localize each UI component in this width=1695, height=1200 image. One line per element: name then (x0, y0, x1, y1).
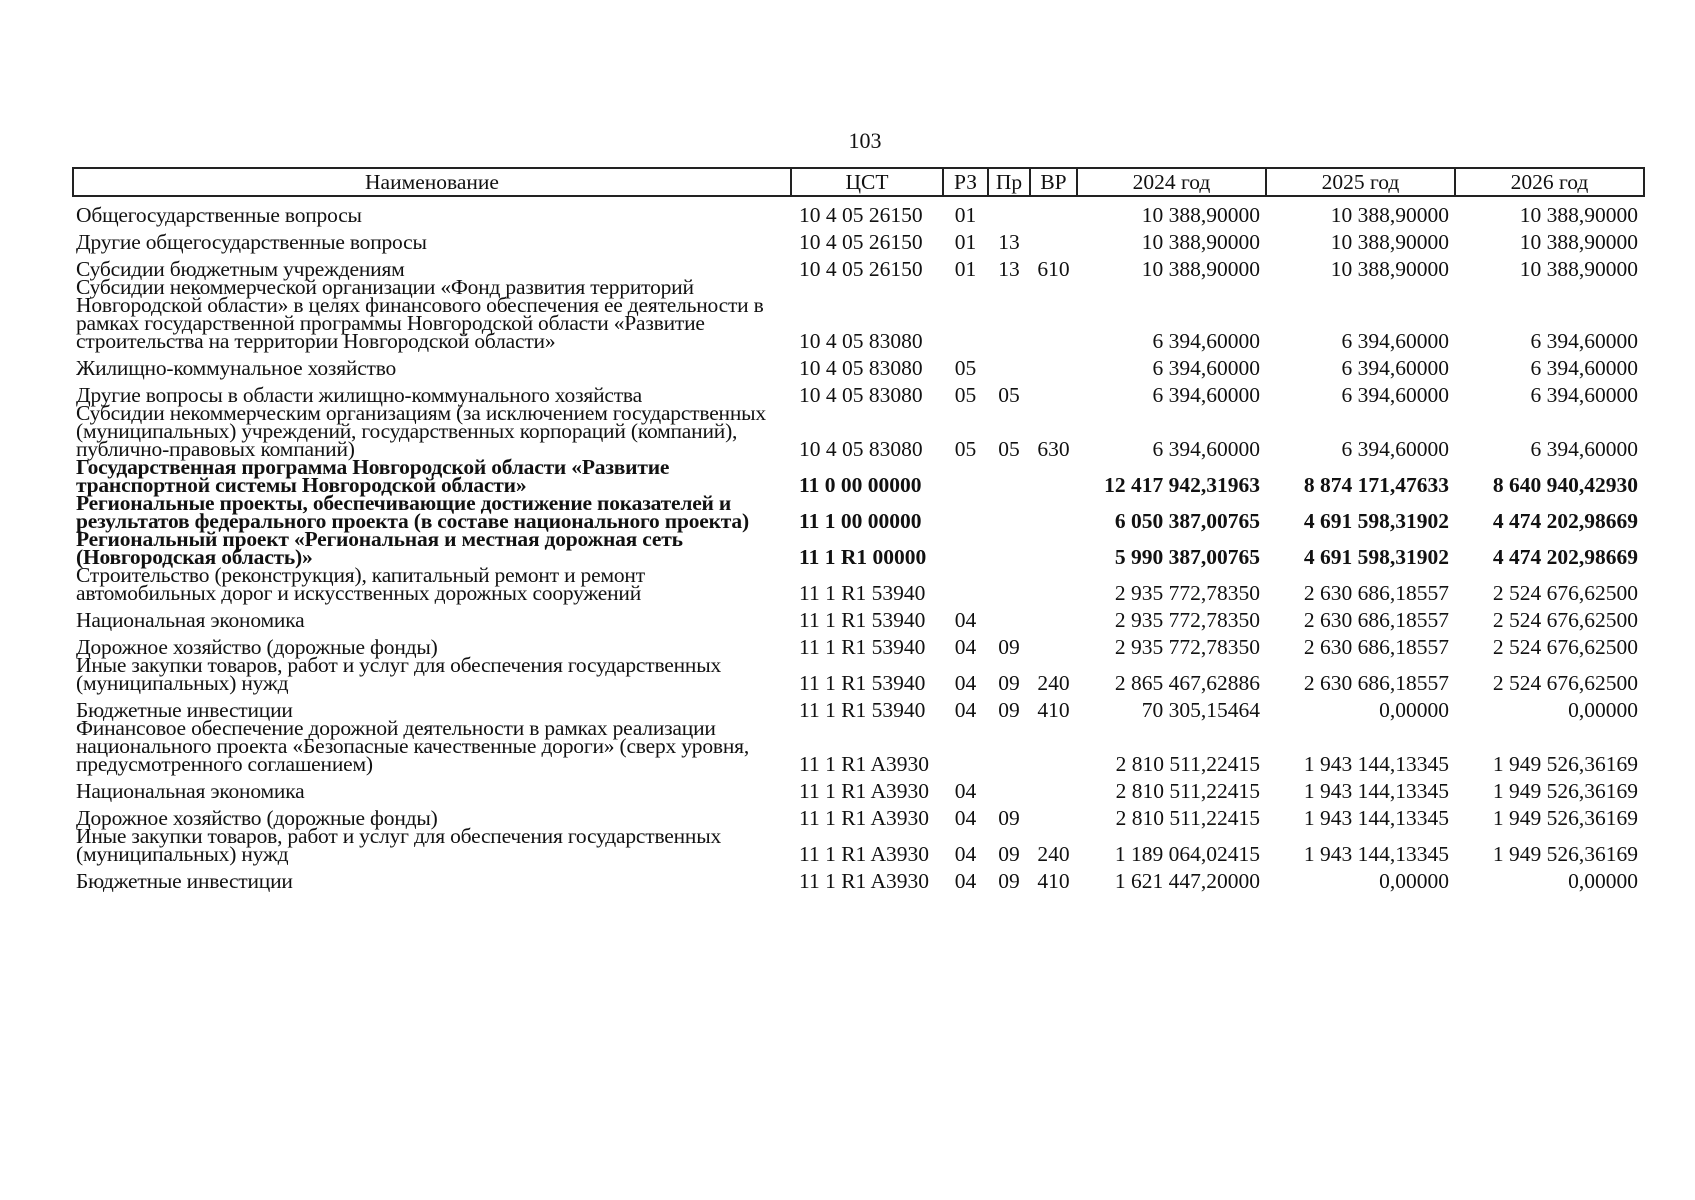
cell-pr (988, 602, 1030, 629)
cell-name: Общегосударственные вопросы (76, 203, 362, 227)
cell-pr: 09 (998, 842, 1020, 866)
cell-rz (943, 458, 988, 494)
cell-pr (988, 773, 1030, 800)
cell-cst: 11 1 R1 A3930 (799, 842, 930, 866)
table-row (73, 251, 1644, 278)
cell-2026: 10 388,90000 (1519, 257, 1638, 281)
table-row (73, 404, 1644, 458)
cell-2024: 6 050 387,00765 (1114, 509, 1260, 533)
cell-2024: 6 394,60000 (1152, 437, 1260, 461)
cell-name: Бюджетные инвестиции (76, 869, 293, 893)
cell-name: Бюджетные инвестиции (76, 698, 293, 722)
cell-cst: 11 1 R1 A3930 (799, 869, 930, 893)
cell-2025: 6 394,60000 (1341, 329, 1449, 353)
cell-2025: 6 394,60000 (1341, 356, 1449, 380)
cell-2025: 1 943 144,13345 (1303, 779, 1449, 803)
cell-cst: 11 1 R1 53940 (799, 635, 926, 659)
cell-2025: 0,00000 (1379, 698, 1449, 722)
cell-2024: 2 810 511,22415 (1115, 752, 1260, 776)
cell-cst: 10 4 05 26150 (799, 257, 923, 281)
cell-2026: 4 474 202,98669 (1492, 509, 1638, 533)
cell-vr: 410 (1037, 869, 1070, 893)
cell-name: Другие вопросы в области жилищно-коммунального хозяйства (76, 383, 642, 407)
cell-2025: 2 630 686,18557 (1303, 581, 1449, 605)
table-row (73, 800, 1644, 827)
cell-name: Региональные проекты, обеспечивающие достижение показателей и результатов федерального проекта (в составе национального проекта) (76, 491, 749, 533)
table-row (73, 773, 1644, 800)
cell-cst: 10 4 05 83080 (799, 383, 923, 407)
table-row (73, 530, 1644, 566)
cell-vr (1030, 196, 1077, 224)
cell-cst: 11 1 R1 53940 (799, 671, 926, 695)
cell-vr (1030, 458, 1077, 494)
cell-vr (1030, 224, 1077, 251)
cell-rz: 05 (954, 356, 977, 380)
cell-vr: 630 (1037, 437, 1070, 461)
cell-2026: 10 388,90000 (1519, 230, 1638, 254)
cell-2026: 2 524 676,62500 (1492, 635, 1638, 659)
cell-name: Региональный проект «Региональная и местная дорожная сеть (Новгородская область)» (76, 527, 683, 569)
header-cst: ЦСТ (791, 168, 943, 196)
cell-2026: 1 949 526,36169 (1492, 752, 1638, 776)
table-row (73, 350, 1644, 377)
cell-rz: 04 (954, 698, 977, 722)
cell-rz: 01 (954, 230, 977, 254)
table-row (73, 224, 1644, 251)
table-row (73, 602, 1644, 629)
cell-vr: 240 (1037, 842, 1070, 866)
cell-vr (1030, 719, 1077, 773)
cell-name: Строительство (реконструкция), капитальный ремонт и ремонт автомобильных дорог и искусственных дорожных сооружений (76, 563, 645, 605)
cell-pr (988, 350, 1030, 377)
cell-pr: 09 (998, 869, 1020, 893)
cell-rz: 05 (954, 437, 977, 461)
cell-2026: 10 388,90000 (1519, 203, 1638, 227)
cell-2026: 6 394,60000 (1530, 437, 1638, 461)
cell-vr (1030, 530, 1077, 566)
cell-name: Иные закупки товаров, работ и услуг для обеспечения государственных (муниципальных) нужд (76, 824, 722, 866)
cell-name: Субсидии некоммерческим организациям (за исключением государственных (муниципальных) учреждений, государственных корпораций (компаний), публично-правовых компаний) (76, 401, 766, 461)
cell-rz (943, 566, 988, 602)
cell-rz: 04 (954, 842, 977, 866)
cell-2025: 4 691 598,31902 (1303, 509, 1449, 533)
cell-2024: 2 810 511,22415 (1115, 779, 1260, 803)
cell-vr (1030, 566, 1077, 602)
cell-name: Дорожное хозяйство (дорожные фонды) (76, 806, 438, 830)
cell-pr: 09 (998, 698, 1020, 722)
cell-2024: 70 305,15464 (1141, 698, 1260, 722)
cell-2024: 2 865 467,62886 (1114, 671, 1260, 695)
cell-rz: 05 (954, 383, 977, 407)
table-row (73, 566, 1644, 602)
cell-name: Субсидии бюджетным учреждениям (76, 257, 405, 281)
cell-2024: 6 394,60000 (1152, 383, 1260, 407)
cell-cst: 11 1 R1 53940 (799, 608, 926, 632)
cell-2025: 1 943 144,13345 (1303, 842, 1449, 866)
cell-pr: 09 (998, 806, 1020, 830)
cell-vr (1030, 377, 1077, 404)
cell-2024: 1 189 064,02415 (1114, 842, 1260, 866)
cell-2026: 2 524 676,62500 (1492, 608, 1638, 632)
cell-cst: 11 1 R1 00000 (799, 545, 927, 569)
header-rz: РЗ (943, 168, 988, 196)
cell-pr (988, 719, 1030, 773)
cell-2025: 10 388,90000 (1330, 203, 1449, 227)
cell-pr: 09 (998, 635, 1020, 659)
cell-vr (1030, 800, 1077, 827)
table-row (73, 377, 1644, 404)
cell-rz: 01 (954, 257, 977, 281)
cell-2026: 1 949 526,36169 (1492, 806, 1638, 830)
cell-rz: 01 (954, 203, 977, 227)
cell-2024: 2 810 511,22415 (1115, 806, 1260, 830)
header-2026: 2026 год (1455, 168, 1644, 196)
cell-pr (988, 494, 1030, 530)
cell-cst: 11 0 00 00000 (799, 473, 922, 497)
cell-2026: 6 394,60000 (1530, 329, 1638, 353)
cell-cst: 11 1 R1 53940 (799, 581, 926, 605)
cell-cst: 11 1 R1 A3930 (799, 779, 930, 803)
cell-2024: 1 621 447,20000 (1114, 869, 1260, 893)
cell-vr (1030, 602, 1077, 629)
cell-cst: 10 4 05 83080 (799, 437, 923, 461)
cell-vr (1030, 350, 1077, 377)
cell-2025: 6 394,60000 (1341, 437, 1449, 461)
cell-pr (988, 196, 1030, 224)
page-number: 103 (848, 128, 882, 153)
cell-2026: 1 949 526,36169 (1492, 842, 1638, 866)
cell-name: Дорожное хозяйство (дорожные фонды) (76, 635, 438, 659)
table-row (73, 196, 1644, 224)
table-header (73, 168, 1644, 196)
cell-2025: 4 691 598,31902 (1303, 545, 1449, 569)
cell-vr: 610 (1037, 257, 1070, 281)
table-row (73, 692, 1644, 719)
cell-2024: 5 990 387,00765 (1114, 545, 1260, 569)
cell-cst: 11 1 R1 A3930 (799, 806, 930, 830)
cell-cst: 10 4 05 26150 (799, 203, 923, 227)
cell-cst: 10 4 05 83080 (799, 329, 923, 353)
cell-2026: 0,00000 (1568, 698, 1638, 722)
cell-2024: 2 935 772,78350 (1114, 635, 1260, 659)
cell-vr (1030, 629, 1077, 656)
cell-pr: 09 (998, 671, 1020, 695)
cell-cst: 11 1 R1 53940 (799, 698, 926, 722)
cell-2025: 0,00000 (1379, 869, 1449, 893)
cell-2026: 2 524 676,62500 (1492, 581, 1638, 605)
cell-name: Иные закупки товаров, работ и услуг для обеспечения государственных (муниципальных) нужд (76, 653, 722, 695)
cell-2024: 2 935 772,78350 (1114, 581, 1260, 605)
cell-2026: 0,00000 (1568, 869, 1638, 893)
table-row (73, 629, 1644, 656)
cell-rz (943, 530, 988, 566)
cell-pr: 13 (998, 230, 1020, 254)
cell-2024: 10 388,90000 (1141, 230, 1260, 254)
cell-2025: 10 388,90000 (1330, 257, 1449, 281)
cell-2025: 1 943 144,13345 (1303, 752, 1449, 776)
cell-2025: 2 630 686,18557 (1303, 635, 1449, 659)
cell-2025: 6 394,60000 (1341, 383, 1449, 407)
cell-name: Жилищно-коммунальное хозяйство (76, 356, 397, 380)
cell-pr (988, 530, 1030, 566)
cell-pr (988, 566, 1030, 602)
cell-vr: 240 (1037, 671, 1070, 695)
cell-2024: 6 394,60000 (1152, 356, 1260, 380)
cell-rz: 04 (954, 608, 977, 632)
cell-2025: 10 388,90000 (1330, 230, 1449, 254)
cell-rz (943, 278, 988, 350)
cell-name: Другие общегосударственные вопросы (76, 230, 427, 254)
table-row (73, 719, 1644, 773)
header-row (73, 168, 1644, 196)
cell-2025: 8 874 171,47633 (1303, 473, 1449, 497)
cell-2025: 1 943 144,13345 (1303, 806, 1449, 830)
cell-name: Финансовое обеспечение дорожной деятельности в рамках реализации национального проекта «Безопасные качественные дороги» (сверх уровня, предусмотренного соглашением) (76, 716, 750, 776)
cell-rz (943, 494, 988, 530)
cell-2026: 4 474 202,98669 (1492, 545, 1638, 569)
cell-rz: 04 (954, 635, 977, 659)
cell-2026: 6 394,60000 (1530, 383, 1638, 407)
cell-pr (988, 458, 1030, 494)
cell-name: Национальная экономика (76, 608, 305, 632)
cell-2026: 1 949 526,36169 (1492, 779, 1638, 803)
cell-cst: 10 4 05 83080 (799, 356, 923, 380)
cell-name: Национальная экономика (76, 779, 305, 803)
table-body (73, 196, 1644, 893)
cell-2026: 6 394,60000 (1530, 356, 1638, 380)
cell-vr (1030, 494, 1077, 530)
cell-rz: 04 (954, 869, 977, 893)
table-row (73, 863, 1644, 890)
table-row (73, 458, 1644, 494)
table-row (73, 278, 1644, 350)
cell-name: Субсидии некоммерческой организации «Фонд развития территорий Новгородской области» в целях финансового обеспечения ее деятельности в рамках государственной программы Новгородской области «Развитие строительства на территории Новгородской области» (76, 275, 764, 353)
cell-name: Государственная программа Новгородской области «Развитие транспортной системы Новгородской области» (76, 455, 670, 497)
cell-vr (1030, 278, 1077, 350)
cell-2025: 2 630 686,18557 (1303, 671, 1449, 695)
table-row (73, 656, 1644, 692)
table-row (73, 827, 1644, 863)
cell-cst: 11 1 R1 A3930 (799, 752, 930, 776)
cell-2024: 2 935 772,78350 (1114, 608, 1260, 632)
cell-2024: 10 388,90000 (1141, 257, 1260, 281)
cell-2024: 6 394,60000 (1152, 329, 1260, 353)
header-pr: Пр (988, 168, 1030, 196)
cell-2024: 10 388,90000 (1141, 203, 1260, 227)
header-name: Наименование (73, 168, 791, 196)
cell-2024: 12 417 942,31963 (1104, 473, 1260, 497)
cell-pr: 13 (998, 257, 1020, 281)
header-vr: ВР (1030, 168, 1077, 196)
cell-rz (943, 719, 988, 773)
cell-pr (988, 278, 1030, 350)
cell-vr: 410 (1037, 698, 1070, 722)
cell-2026: 2 524 676,62500 (1492, 671, 1638, 695)
cell-2025: 2 630 686,18557 (1303, 608, 1449, 632)
cell-vr (1030, 773, 1077, 800)
cell-rz: 04 (954, 671, 977, 695)
cell-cst: 10 4 05 26150 (799, 230, 923, 254)
cell-2026: 8 640 940,42930 (1492, 473, 1638, 497)
budget-table (72, 167, 1645, 893)
cell-rz: 04 (954, 779, 977, 803)
header-2025: 2025 год (1266, 168, 1455, 196)
cell-cst: 11 1 00 00000 (799, 509, 922, 533)
cell-pr: 05 (998, 383, 1020, 407)
header-2024: 2024 год (1077, 168, 1266, 196)
cell-rz: 04 (954, 806, 977, 830)
cell-pr: 05 (998, 437, 1020, 461)
table-row (73, 494, 1644, 530)
